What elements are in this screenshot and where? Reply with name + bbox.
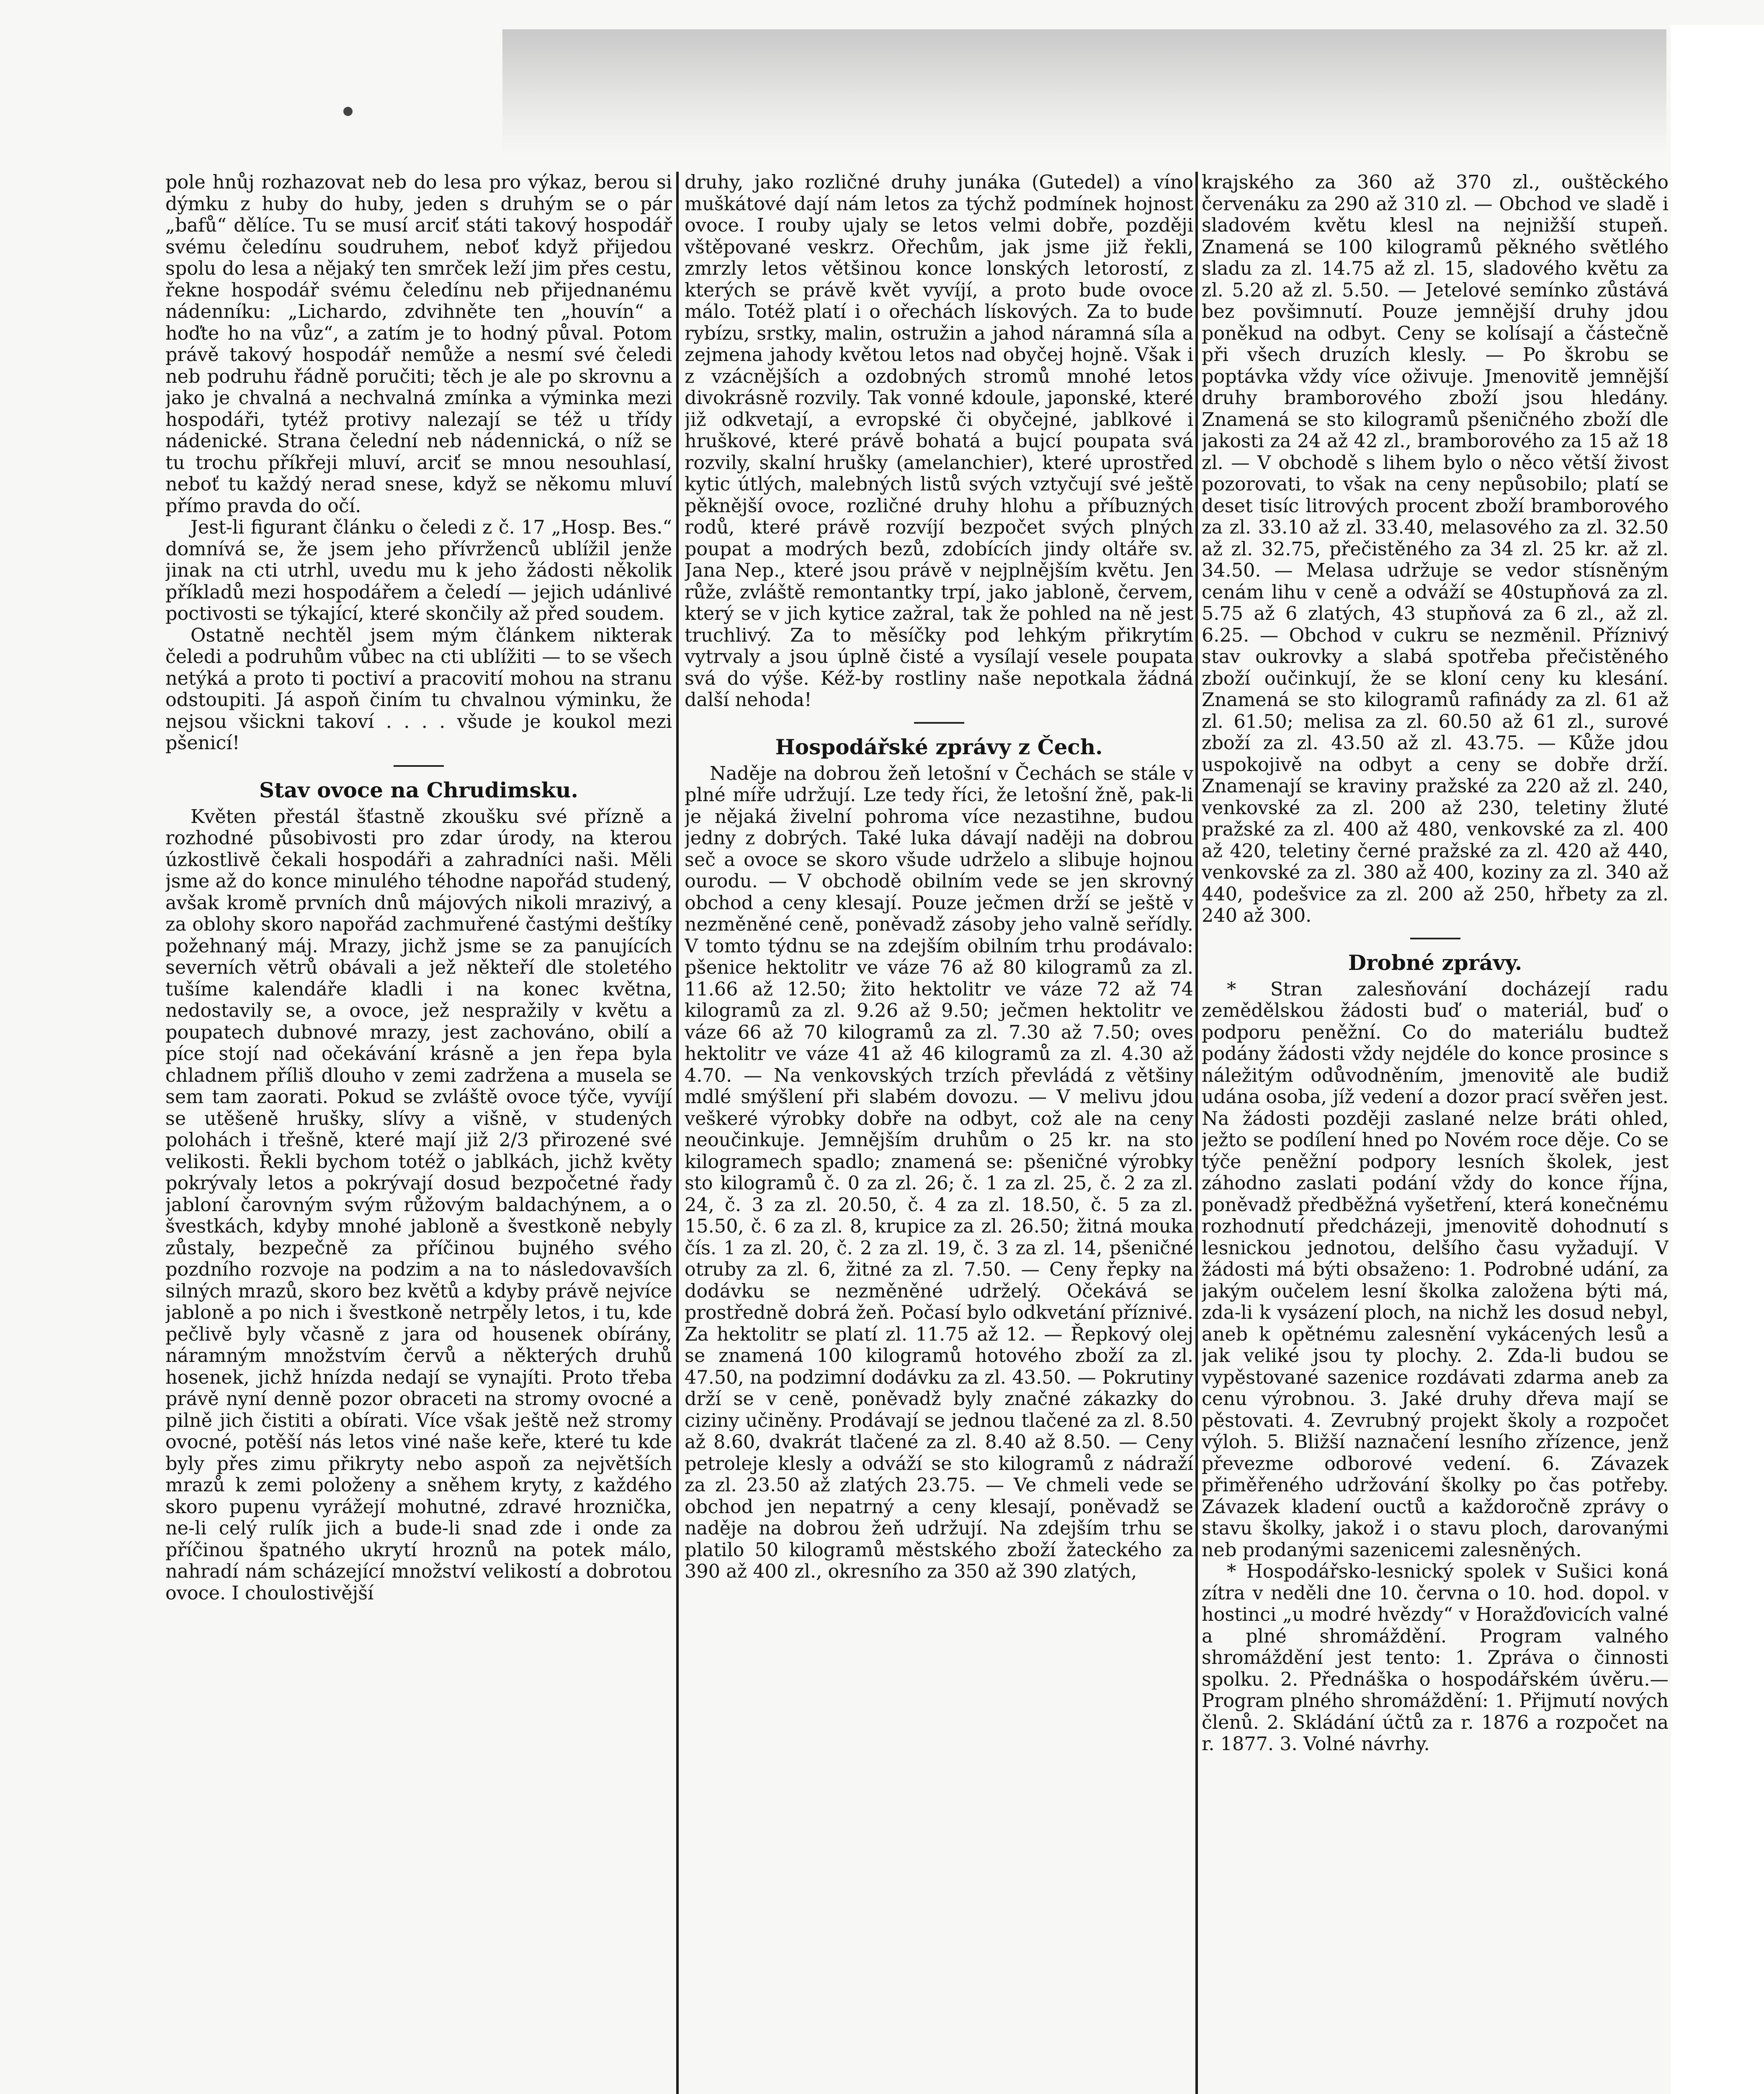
paragraph: druhy, jako rozličné druhy junáka (Gutedel) a víno muškátové dají nám letos za týchž podmínek hojnost ovoce. I rouby ujaly se letos velmi dobře, později vštěpované veskrz. Ořechům, jak jsme již řekli, zmrzly letos většinou konce lonských letorostí, z kterých se právě květ vyvíjí, a proto bude ovoce málo. Totéž platí i o ořechách lískových. Za to bude rybízu, srstky, malin, ostružin a jahod náramná síla a zejmena jahody květou letos nad obyčej hojně. Však i z vzácnějších a ozdobných stromů mnohé letos divokrásně rozvily. Tak vonné kdoule, japonské, které již odkvetají, a evropské či obyčejné, jablkové i hruškové, které právě bohatá a bujcí poupata svá rozvily, skalní hrušky (amelanchier), které uprostřed kytic útlých, malebných listů svých vztyčují své ještě pěknější ovoce, rozličné druhy hlohu a příbuzných rodů, které právě rozvíjí bezpočet svých plných poupat a modrých bezů, zdobících jindy oltáře sv. Jana Nep., které jsou právě v nejplnějším květu. Jen růže, zvláště remontantky trpí, jako jabloně, červem, který se v jich kytice zažral, tak že pohled na ně jest truchlivý. Za to měsíčky pod lehkým přikrytím vytrvaly a jsou úplně čisté a vysílají vesele poupata svá do výše. Kéž-by rostliny naše nepotkala žádná další nehoda! [685,172,1193,711]
page-fold-shadow [502,29,1666,155]
article-heading: Hospodářské zprávy z Čech. [775,734,1103,759]
article-heading: Stav ovoce na Chrudimsku. [259,777,578,802]
paragraph: pole hnůj rozhazovat neb do lesa pro výkaz, berou si dýmku z huby do huby, jeden s druhým se o pár „bafů“ dělíce. Tu se musí arciť státi takový hospodář svému čeledínu soudruhem, neboť když přijedou spolu do lesa a nějaký ten smrček leží jim přes cestu, řekne hospodář svému čeledínu neb přijednanému nádenníku: „Lichardo, zdvihněte ten „houvín“ a hoďte ho na vůz“, a zatím je to hodný půval. Potom právě takový hospodář nemůže a nesmí své čeledi neb podruhu řádně poručiti; těch je ale po skrovnu a jako je chvalná a nechvalná zmínka a výminka mezi hospodáři, tytéž protivy nalezají se též u třídy nádenické. Strana čelední neb nádennická, o níž se tu trochu příkřeji mluví, arciť se mnou nesouhlasí, neboť tu každý nerad snese, když se někomu mluví přímo pravda do očí. [165,172,672,517]
page-margin [1671,25,1764,2094]
paragraph: Jest-li figurant článku o čeledi z č. 17 „Hosp. Bes.“ domnívá se, že jsem jeho přívrženců ublížil jenže jinak na cti utrhl, uvedu mu k jeho žádosti několik příkladů mezi hospodářem a čeledí — jejich udánlivé poctivosti se týkající, které skončily až před soudem. [165,517,672,624]
column-rule [676,172,679,2094]
paragraph: Květen přestál šťastně zkoušku své přízně a rozhodné působivosti pro zdar úrody, na kterou úzkostlivě čekali hospodáři a zahradníci naši. Měli jsme až do konce minulého téhodne napořád studený, avšak kromě prvních dnů májových nikoli mrazivý, a za oblohy skoro napořád zachmuřené častými deštíky požehnaný máj. Mrazy, jichž jsme se za panujících severních větrů obávali a jež někteří dle stoletého tušíme kalendáře kladli i na konec května, nedostavily se, a ovoce, jež nespražily v květu a poupatech dubnové mrazy, jest zachováno, obilí a píce stojí nad očekávání krásně a jen řepa byla chladnem příliš dlouho v zemi zadržena a musela se sem tam zaorati. Pokud se zvláště ovoce týče, vyvíjí se utěšeně hrušky, slívy a višně, v studených polohách i třešně, které mají již 2/3 přirozené své velikosti. Řekli bychom totéž o jablkách, jichž květy pokrývaly letos a pokrývají dosud bezpočetné řady jabloní čarovným svým růžovým baldachýnem, a o švestkách, kdyby mnohé jabloně a švestkoně nebyly zůstaly, bezpečně za příčinou bujného svého pozdního rozvoje na podzim a na to následovavších silných mrazů, skoro bez květů a kdyby právě nejvíce jabloně a po nich i švestkoně netrpěly letos, i tu, kde pečlivě byly včasně z jara od housenek obírány, náramným množstvím červů a některých druhů hosenek, jichž hnízda nedají se vynajíti. Proto třeba právě nyní denně pozor obraceti na stromy ovocné a pilně jich čistiti a obírati. Více však ještě než stromy ovocné, potěší nás letos viné naše keře, které tu kde byly přes zimu přikryty nebo aspoň za největších mrazů k zemi položeny a sněhem kryty, z každého skoro pupenu vyrážejí mohutné, zdravé hroznička, ne-li celý rulík jich a bude-li snad zde i onde za příčinou špatného ukrytí hroznů na potek málo, nahradí nám scházející množství velikostí a dobrotou ovoce. I choulostivější [165,806,672,1604]
section-separator [1410,938,1460,939]
column-3 [1202,172,1669,2094]
article-heading: Drobné zprávy. [1348,950,1522,975]
ink-spot [343,107,353,116]
paragraph: * Hospodářsko-lesnický spolek v Sušici koná zítra v neděli dne 10. června o 10. hod. dopol. v hostinci „u modré hvězdy“ v Horažďovicích valné a plné shromáždění. Program valného shromáždění jest tento: 1. Zpráva o činnosti spolku. 2. Přednáška o hospodářském úvěru.— Program plného shromáždění: 1. Přijmutí nových členů. 2. Skládání účtů za r. 1876 a rozpočet na r. 1877. 3. Volné návrhy. [1202,1561,1669,1755]
column-1 [165,172,672,2094]
paragraph: Naděje na dobrou žeň letošní v Čechách se stále v plné míře udržují. Lze tedy říci, že letošní žně, pak-li je nějaká živelní pohroma více nezastihne, budou jedny z dobrých. Také luka dávají naději na dobrou seč a ovoce se skoro všude udrželo a slibuje hojnou ourodu. — V obchodě obilním vede se jen skrovný obchod a ceny klesají. Pouze ječmen drží se ještě v nezměněné ceně, poněvadž zásoby jeho valně seřídly. V tomto týdnu se na zdejším obilním trhu prodávalo: pšenice hektolitr ve váze 76 až 80 kilogramů za zl. 11.66 až 12.50; žito hektolitr ve váze 72 až 74 kilogramů za zl. 9.26 až 9.50; ječmen hektolitr ve váze 66 až 70 kilogramů za zl. 7.30 až 7.50; oves hektolitr ve váze 41 až 46 kilogramů za zl. 4.30 až 4.70. — Na venkovských trzích převládá z většiny mdlé smýšlení při slabém dovozu. — V melivu jdou veškeré výrobky dobře na odbyt, což ale na ceny neoučinkuje. Jemnějším druhům o 25 kr. na sto kilogramech spadlo; znamená se: pšeničné výrobky sto kilogramů č. 0 za zl. 26; č. 1 za zl. 25, č. 2 za zl. 24, č. 3 za zl. 20.50, č. 4 za zl. 18.50, č. 5 za zl. 15.50, č. 6 za zl. 8, krupice za zl. 26.50; žitná mouka čís. 1 za zl. 20, č. 2 za zl. 19, č. 3 za zl. 14, pšeničné otruby za zl. 6, žitné za zl. 7.50. — Ceny řepky na dodávku se nezměněné udrželý. Očekává se prostředně dobrá žeň. Počasí bylo odkvetání příznivé. Za hektolitr se platí zl. 11.75 až 12. — Řepkový olej se znamená 100 kilogramů hotového zboží za zl. 47.50, na podzimní dodávku za zl. 43.50. — Pokrutiny drží se v ceně, poněvadž byly značné zákazky do ciziny učiněny. Prodávají se jednou tlačené za zl. 8.50 až 8.60, dvakrát tlačené za zl. 8.40 až 8.50. — Ceny petroleje klesly a odváží se sto kilogramů z nádraží za zl. 23.50 až zlatých 23.75. — Ve chmeli vede se obchod jen nepatrný a ceny klesají, poněvadž se naděje na dobrou žeň udržují. Na zdejším trhu se platilo 50 kilogramů městského zboží žateckého za 390 až 400 zl., okresního za 350 až 390 zlatých, [685,763,1193,1582]
paragraph: * Stran zalesňování docházejí radu zemědělskou žádosti buď o materiál, buď o podporu peněžní. Co do materiálu budtež podány žádosti vždy nejdéle do konce prosince s náležitým odůvodněním, jmenovitě ale budiž udána osoba, jíž vedení a dozor prací svěřen jest. Na žádosti později zaslané nelze bráti ohled, ježto se podílení hned po Novém roce děje. Co se týče peněžní podpory lesních školek, jest záhodno zaslati podání vždy do konce října, poněvadž předběžná vyšetření, která konečnému rozhodnutí předcházeji, jmenovitě dohodnutí s lesnickou jednotou, delšího času vyžadují. V žádosti má býti obsaženo: 1. Podrobné udání, za jakým oučelem lesní školka založena býti má, zda-li k vysázení ploch, na nichž les dosud nebyl, aneb k opětnému zalesnění vykácených lesů a jak veliké jsou ty plochy. 2. Zda-li budou se vypěstované sazenice rozdávati zdarma aneb za cenu výrobnou. 3. Jaké druhy dřeva mají se pěstovati. 4. Zevrubný projekt školy a rozpočet výloh. 5. Bližší naznačení lesního zřízence, jenž převezme odborové vedení. 6. Závazek přiměřeného udržování školky po čas potřeby. Závazek kladení ouctů a každoročně zprávy o stavu školky, jakož i o stavu ploch, darovanými neb prodanými sazenicemi zalesněných. [1202,978,1669,1561]
section-separator [394,765,444,767]
paragraph: krajského za 360 až 370 zl., ouštěckého červenáku za 290 až 310 zl. — Obchod ve sladě i sladovém květu klesl na nejnižší stupeň. Znamená se 100 kilogramů pěkného světlého sladu za zl. 14.75 až zl. 15, sladového květu za zl. 5.20 až zl. 5.50. — Jetelové semínko zůstává bez povšimnutí. Pouze jemnější druhy jdou poněkud na odbyt. Ceny se kolísají a částečně při všech druzích klesly. — Po škrobu se poptávka vždy více oživuje. Jmenovitě jemnější druhy bramborového zboží jsou hledány. Znamená se sto kilogramů pšeničného zboží dle jakosti za 24 až 42 zl., bramborového za 15 až 18 zl. — V obchodě s lihem bylo o něco větší živost pozorovati, to však na ceny nepůsobilo; platí se deset tisíc litrových procent zboží bramborového za zl. 33.10 až zl. 33.40, melasového za zl. 32.50 až zl. 32.75, přečistěného za 34 zl. 25 kr. až zl. 34.50. — Melasa udržuje se vedor stísněným cenám lihu v ceně a odváží se 40stupňová za zl. 5.75 až 6 zlatých, 43 stupňová za 6 zl., až zl. 6.25. — Obchod v cukru se nezměnil. Příznivý stav oukrovky a slabá spotřeba přečistěného zboží oučinkují, že se kloní ceny ku klesání. Znamená se sto kilogramů rafinády za zl. 61 až zl. 61.50; melisa za zl. 60.50 až 61 zl., surové zboží za zl. 43.50 až zl. 43.75. — Kůže jdou uspokojivě na odbyt a ceny se dobře drží. Znamenají se kraviny pražské za 220 až zl. 240, venkovské za zl. 200 až 230, teletiny žluté pražské za zl. 400 až 480, venkovské za zl. 400 až 420, teletiny černé pražské za zl. 420 až 440, venkovské za zl. 380 až 400, koziny za zl. 340 až 440, podešvice za zl. 200 až 250, hřbety za zl. 240 až 300. [1202,172,1669,926]
paragraph: Ostatně nechtěl jsem mým článkem nikterak čeledi a podruhům vůbec na cti ublížiti — to se všech netýká a proto ti poctiví a pracovití mohou na stranu odstoupiti. Já aspoň činím tu chvalnou výminku, že nejsou všickni takoví . . . . všude je koukol mezi pšenicí! [165,624,672,754]
column-2 [685,172,1193,2094]
section-separator [914,722,964,724]
column-rule [1195,172,1198,2094]
